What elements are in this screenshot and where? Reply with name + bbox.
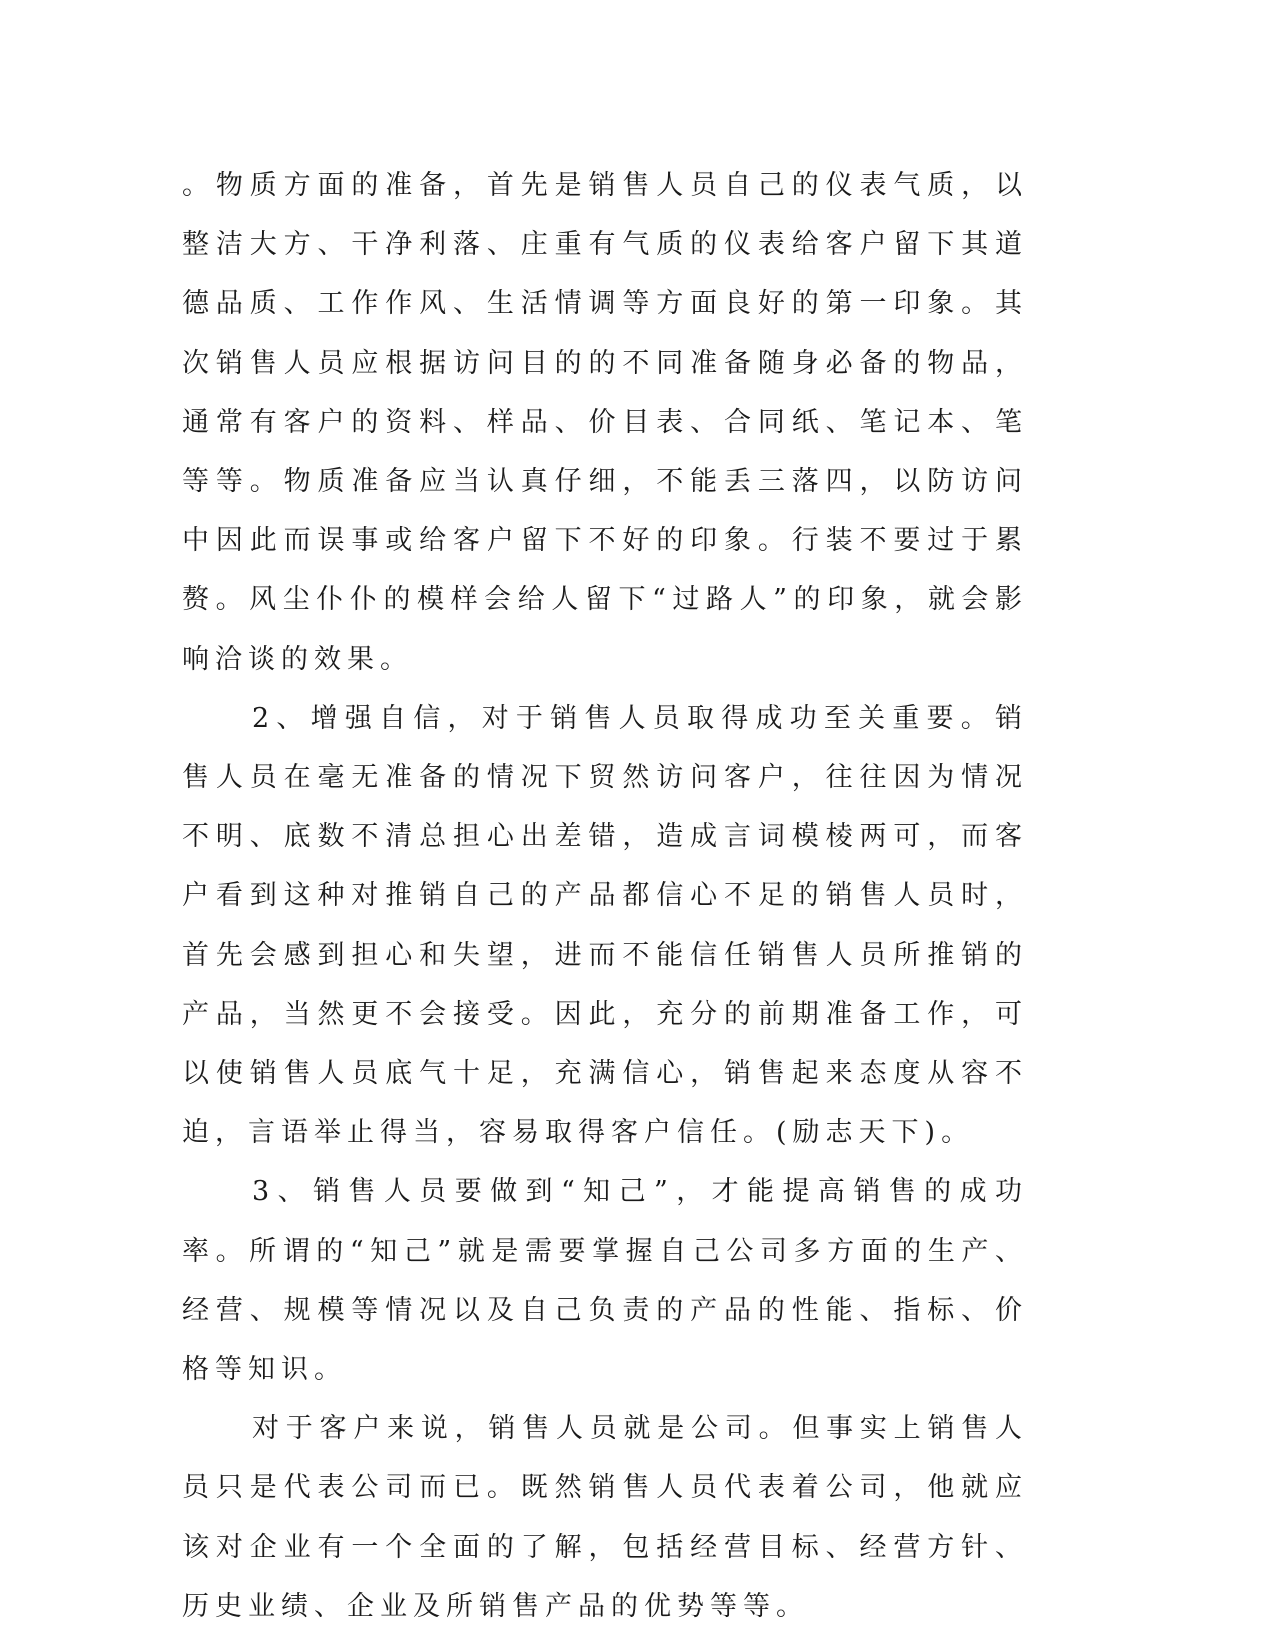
paragraph-know-yourself: 3、销售人员要做到“知己”，才能提高销售的成功率。所谓的“知己”就是需要掌握自己公司多方面的生产、经营、规模等情况以及自己负责的产品的性能、指标、价格等知识。 [182,1176,1028,1386]
paragraph-represent-company: 对于客户来说，销售人员就是公司。但事实上销售人员只是代表公司而已。既然销售人员代表着公司，他就应该对企业有一个全面的了解，包括经营目标、经营方针、历史业绩、企业及所销售产品的优势等等。 [182,1413,1028,1622]
paragraph-material-preparation: 。物质方面的准备，首先是销售人员自己的仪表气质，以整洁大方、干净利落、庄重有气质的仪表给客户留下其道德品质、工作作风、生活情调等方面良好的第一印象。其次销售人员应根据访问目的的不同准备随身必备的物品，通常有客户的资料、样品、价目表、合同纸、笔记本、笔等等。物质准备应当认真仔细，不能丢三落四，以防访问中因此而误事或给客户留下不好的印象。行装不要过于累赘。风尘仆仆的模样会给人留下“过路人”的印象，就会影响洽谈的效果。 [182,170,1028,675]
body-text [182,156,1028,1636]
paragraph-self-confidence: 2、增强自信，对于销售人员取得成功至关重要。销售人员在毫无准备的情况下贸然访问客户，往往因为情况不明、底数不清总担心出差错，造成言词模棱两可，而客户看到这种对推销自己的产品都信心不足的销售人员时，首先会感到担心和失望，进而不能信任销售人员所推销的产品，当然更不会接受。因此，充分的前期准备工作，可以使销售人员底气十足，充满信心，销售起来态度从容不迫，言语举止得当，容易取得客户信任。(励志天下)。 [182,702,1028,1149]
